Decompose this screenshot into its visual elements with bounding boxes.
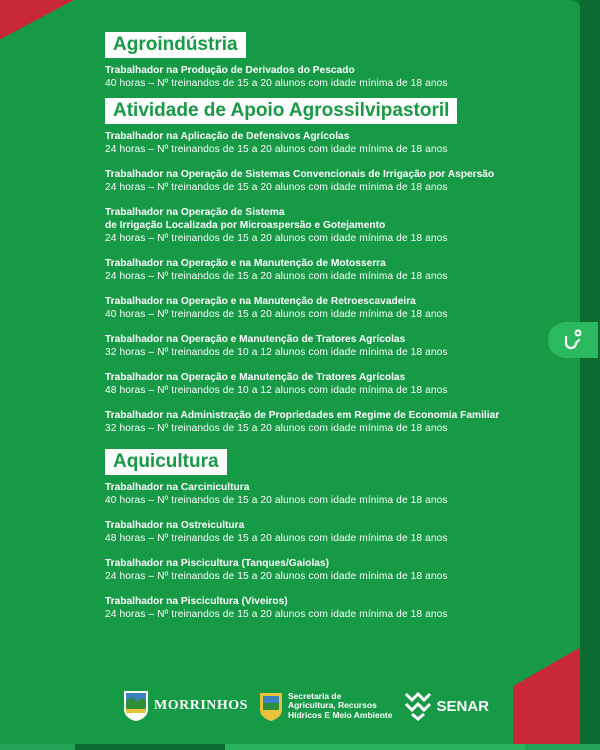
footer-logos <box>122 686 502 726</box>
red-corner-bottom-right <box>513 640 583 750</box>
course-item <box>105 519 575 545</box>
bottom-bar-segment <box>75 744 225 750</box>
senar-logo <box>403 691 490 721</box>
course-name: Trabalhador na Operação de Sistema de Irrigação Localizada por Microaspersão e Gotejamento <box>105 207 386 231</box>
course-item <box>105 481 575 507</box>
senar-emblem-icon <box>403 691 433 721</box>
secretaria-logo <box>258 690 393 722</box>
accessibility-button[interactable] <box>548 322 598 358</box>
section-title: Aquicultura <box>105 449 227 475</box>
secretaria-line-3: Hídricos E Meio Ambiente <box>287 709 393 720</box>
course-info: 40 horas – Nº treinandos de 15 a 20 alunos com idade mínima de 18 anos <box>105 309 448 320</box>
section-aquicultura <box>105 449 575 621</box>
bottom-bar <box>0 744 600 750</box>
course-info: 24 horas – Nº treinandos de 15 a 20 alunos com idade mínima de 18 anos <box>105 609 448 620</box>
secretaria-crest-icon <box>258 690 284 722</box>
course-name: Trabalhador na Produção de Derivados do Pescado <box>105 65 355 76</box>
course-item <box>105 64 575 90</box>
course-name: Trabalhador na Aplicação de Defensivos Agrícolas <box>105 131 350 142</box>
course-name: Trabalhador na Administração de Propriedades em Regime de Economia Familiar <box>105 410 500 421</box>
section-title: Atividade de Apoio Agrossilvipastoril <box>105 98 457 124</box>
section-title: Agroindústria <box>105 32 246 58</box>
course-name: Trabalhador na Operação e na Manutenção de Retroescavadeira <box>105 296 416 307</box>
course-name: Trabalhador na Piscicultura (Tanques/Gaiolas) <box>105 558 329 569</box>
course-info: 24 horas – Nº treinandos de 15 a 20 alunos com idade mínima de 18 anos <box>105 144 448 155</box>
course-name: Trabalhador na Ostreicultura <box>105 520 245 531</box>
morrinhos-crest-icon <box>122 689 150 723</box>
course-name: Trabalhador na Operação e Manutenção de Tratores Agrícolas <box>105 372 406 383</box>
course-info: 24 horas – Nº treinandos de 15 a 20 alunos com idade mínima de 18 anos <box>105 271 448 282</box>
course-item <box>105 409 575 435</box>
section-apoio-agrossilvipastoril <box>105 98 575 435</box>
course-name: Trabalhador na Carcinicultura <box>105 482 250 493</box>
course-info: 24 horas – Nº treinandos de 15 a 20 alunos com idade mínima de 18 anos <box>105 182 448 193</box>
course-info: 32 horas – Nº treinandos de 10 a 12 alunos com idade mínima de 18 anos <box>105 347 448 358</box>
course-name: Trabalhador na Operação e na Manutenção de Motosserra <box>105 258 386 269</box>
course-info: 40 horas – Nº treinandos de 15 a 20 alunos com idade mínima de 18 anos <box>105 78 448 89</box>
senar-name: SENAR <box>436 697 490 715</box>
course-item <box>105 206 575 245</box>
secretaria-line-1: Secretaria de <box>287 690 342 701</box>
course-info: 40 horas – Nº treinandos de 15 a 20 alunos com idade mínima de 18 anos <box>105 495 448 506</box>
right-strip <box>580 0 600 750</box>
morrinhos-logo <box>122 689 248 723</box>
course-info: 24 horas – Nº treinandos de 15 a 20 alunos com idade mínima de 18 anos <box>105 233 448 244</box>
red-corner-top-left <box>0 0 90 50</box>
course-item <box>105 557 575 583</box>
course-info: 24 horas – Nº treinandos de 15 a 20 alunos com idade mínima de 18 anos <box>105 571 448 582</box>
course-item <box>105 257 575 283</box>
course-item <box>105 130 575 156</box>
accessibility-icon <box>561 328 585 352</box>
morrinhos-name: MORRINHOS <box>154 698 248 713</box>
course-name: Trabalhador na Operação e Manutenção de Tratores Agrícolas <box>105 334 406 345</box>
course-list <box>105 32 575 635</box>
secretaria-line-2: Agricultura, Recursos <box>287 700 377 711</box>
course-info: 32 horas – Nº treinandos de 15 a 20 alunos com idade mínima de 18 anos <box>105 423 448 434</box>
course-item <box>105 595 575 621</box>
section-agroindustria <box>105 32 575 90</box>
course-item <box>105 295 575 321</box>
course-item <box>105 168 575 194</box>
course-name: Trabalhador na Piscicultura (Viveiros) <box>105 596 288 607</box>
course-name: Trabalhador na Operação de Sistemas Convencionais de Irrigação por Aspersão <box>105 169 495 180</box>
course-info: 48 horas – Nº treinandos de 15 a 20 alunos com idade mínima de 18 anos <box>105 533 448 544</box>
course-item <box>105 371 575 397</box>
bottom-bar-segment <box>225 744 525 750</box>
course-item <box>105 333 575 359</box>
course-info: 48 horas – Nº treinandos de 10 a 12 alunos com idade mínima de 18 anos <box>105 385 448 396</box>
